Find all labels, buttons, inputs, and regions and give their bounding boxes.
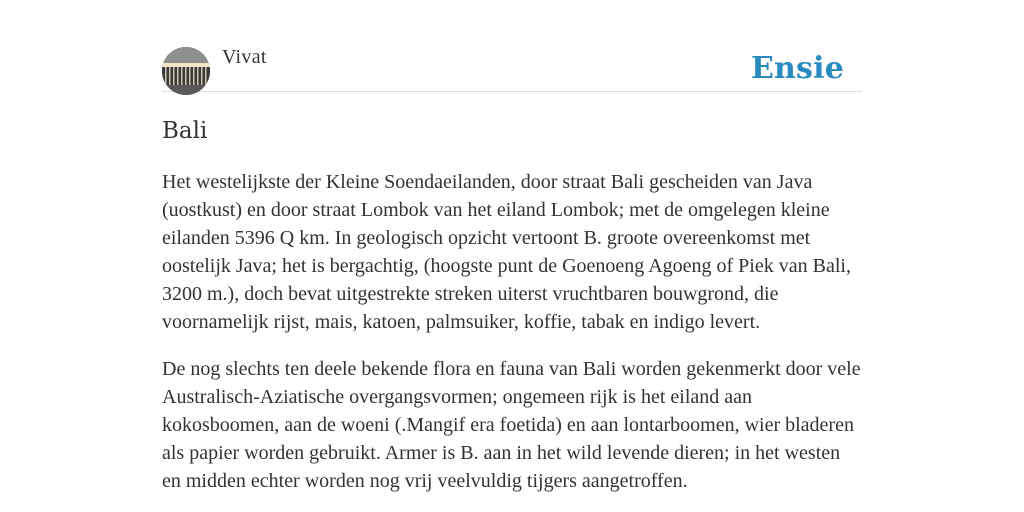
page-container: [162, 0, 862, 492]
paragraph: Het westelijkste der Kleine Soendaeilanden, door straat Bali gescheiden van Java (uostkust) en door straat Lombok van het eiland Lombok; met de omgelegen kleine eilanden 5396 Q km. In geologisch opzicht vertoont B. groote overeenkomst met oostelijk Java; het is bergachtig, (hoogste punt de Goenoeng Agoeng of Piek van Bali, 3200 m.), doch bevat uitgestrekte streken uiterst vruchtbaren bouwgrond, die voornamelijk rijst, mais, katoen, palmsuiker, koffie, tabak en indigo levert.: [162, 171, 851, 333]
header: [162, 0, 862, 92]
paragraph: De nog slechts ten deele bekende flora en fauna van Bali worden gekenmerkt door vele Australisch-Aziatische overgangsvormen; ongemeen rijk is het eiland aan kokosboomen, aan de woeni (.Mangif era foetida) en aan lontarboomen, wier bladeren als papier worden gebruikt. Armer is B. aan in het wild levende dieren; in het westen en midden echter worden nog vrij veelvuldig tijgers aangetroffen.: [162, 358, 861, 492]
page-title: Bali: [162, 118, 208, 144]
brand-logo[interactable]: Ensie: [750, 51, 844, 86]
avatar[interactable]: [162, 47, 210, 95]
bookshelf-icon: [162, 47, 210, 95]
author-name[interactable]: Vivat: [222, 46, 267, 68]
article-body: [162, 168, 862, 512]
